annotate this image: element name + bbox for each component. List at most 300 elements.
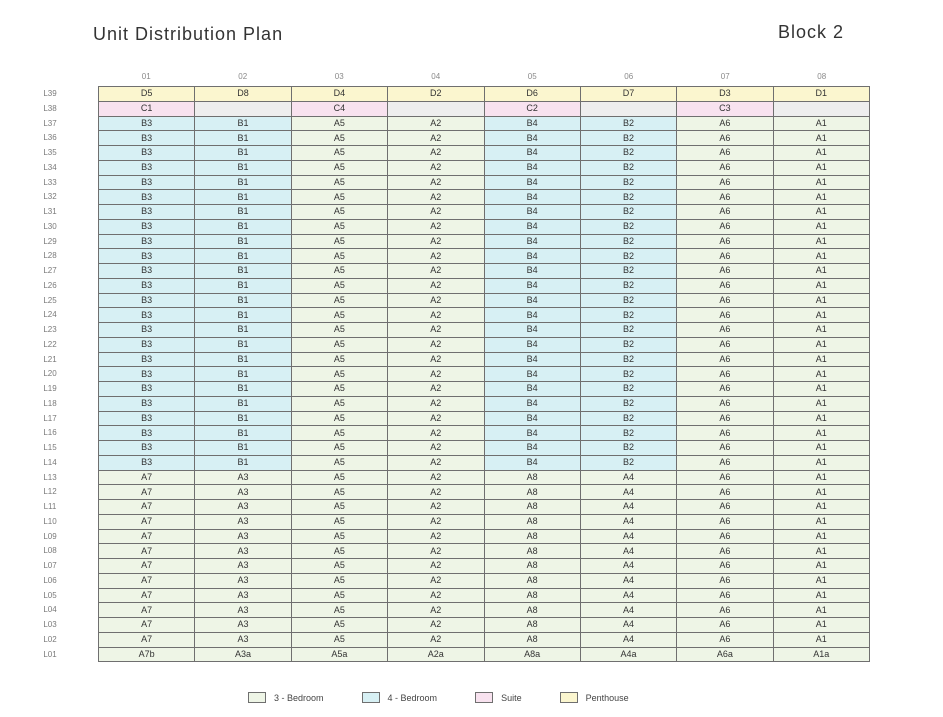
unit-cell: A8 xyxy=(484,588,580,603)
unit-cell: A2 xyxy=(388,618,484,633)
unit-cell: A6 xyxy=(677,618,773,633)
unit-cell: A4a xyxy=(580,647,676,662)
unit-cell: A1 xyxy=(773,264,869,279)
unit-cell: A6 xyxy=(677,219,773,234)
table-row xyxy=(99,559,870,574)
unit-cell: A6 xyxy=(677,514,773,529)
table-row xyxy=(99,87,870,102)
unit-cell: B4 xyxy=(484,337,580,352)
unit-cell: A5 xyxy=(291,618,387,633)
level-label: L06 xyxy=(43,575,57,585)
unit-cell: A6 xyxy=(677,603,773,618)
unit-cell: B1 xyxy=(195,382,291,397)
unit-cell: A1 xyxy=(773,455,869,470)
table-row xyxy=(99,323,870,338)
unit-cell: A2 xyxy=(388,175,484,190)
unit-cell: A5 xyxy=(291,632,387,647)
unit-cell: A4 xyxy=(580,514,676,529)
unit-number-header xyxy=(98,72,870,84)
level-label: L04 xyxy=(43,605,57,615)
unit-cell: B4 xyxy=(484,293,580,308)
unit-cell: B4 xyxy=(484,278,580,293)
unit-cell: A2 xyxy=(388,411,484,426)
unit-cell: A2 xyxy=(388,573,484,588)
unit-cell: A6 xyxy=(677,146,773,161)
table-row xyxy=(99,367,870,382)
unit-cell: A7 xyxy=(99,514,195,529)
unit-number-03: 03 xyxy=(334,72,344,81)
unit-cell: B2 xyxy=(580,411,676,426)
legend-label: 4 - Bedroom xyxy=(387,692,438,703)
table-row xyxy=(99,234,870,249)
unit-cell: A3 xyxy=(195,632,291,647)
unit-cell: A7 xyxy=(99,470,195,485)
unit-cell: A4 xyxy=(580,603,676,618)
unit-cell: A5 xyxy=(291,544,387,559)
unit-cell: B3 xyxy=(99,382,195,397)
level-label: L29 xyxy=(43,236,57,246)
unit-cell: A2 xyxy=(388,529,484,544)
level-label: L07 xyxy=(43,561,57,570)
unit-cell: A3 xyxy=(195,514,291,529)
unit-cell: B3 xyxy=(99,116,195,131)
unit-cell: A8 xyxy=(484,514,580,529)
table-row xyxy=(99,116,870,131)
unit-cell: B2 xyxy=(580,175,676,190)
unit-cell: A8a xyxy=(484,647,580,662)
unit-cell: A6 xyxy=(677,426,773,441)
unit-cell: A5 xyxy=(291,426,387,441)
unit-cell: A2a xyxy=(388,647,484,662)
unit-number-05: 05 xyxy=(527,72,537,81)
unit-cell: B3 xyxy=(99,411,195,426)
unit-cell: A6 xyxy=(677,278,773,293)
unit-cell: A1 xyxy=(773,441,869,456)
unit-cell: A5 xyxy=(291,588,387,603)
unit-cell: B2 xyxy=(580,278,676,293)
unit-cell: A6 xyxy=(677,367,773,382)
level-label: L05 xyxy=(43,590,57,600)
legend-swatch xyxy=(560,692,578,703)
level-label: L14 xyxy=(43,457,57,467)
unit-cell: A6 xyxy=(677,588,773,603)
level-label: L19 xyxy=(43,384,57,393)
unit-cell: A5 xyxy=(291,308,387,323)
unit-cell: A1 xyxy=(773,337,869,352)
level-label: L12 xyxy=(43,487,57,497)
unit-cell: B2 xyxy=(580,190,676,205)
legend-swatch xyxy=(248,692,266,703)
unit-cell: A1 xyxy=(773,293,869,308)
unit-cell: A1 xyxy=(773,514,869,529)
level-label: L01 xyxy=(43,649,57,659)
unit-number-04: 04 xyxy=(431,72,441,81)
unit-cell: A7 xyxy=(99,500,195,515)
page-title: Unit Distribution Plan xyxy=(93,24,284,44)
unit-cell: B1 xyxy=(195,175,291,190)
unit-cell: B2 xyxy=(580,293,676,308)
unit-cell: A4 xyxy=(580,544,676,559)
level-label: L34 xyxy=(43,162,57,172)
unit-cell: A1 xyxy=(773,544,869,559)
level-label: L21 xyxy=(43,354,57,364)
unit-cell: A2 xyxy=(388,146,484,161)
unit-cell: B4 xyxy=(484,264,580,279)
unit-cell: B1 xyxy=(195,131,291,146)
level-label: L38 xyxy=(43,103,57,113)
table-row xyxy=(99,382,870,397)
legend-label: Suite xyxy=(501,692,522,703)
unit-cell: A1 xyxy=(773,603,869,618)
unit-cell: A7 xyxy=(99,529,195,544)
unit-cell: A6 xyxy=(677,411,773,426)
table-row xyxy=(99,337,870,352)
unit-cell: A1 xyxy=(773,367,869,382)
unit-cell: A8 xyxy=(484,603,580,618)
unit-cell: A3 xyxy=(195,470,291,485)
level-label: L15 xyxy=(43,443,57,452)
unit-cell: B3 xyxy=(99,131,195,146)
unit-cell: A3 xyxy=(195,588,291,603)
unit-cell: A5 xyxy=(291,470,387,485)
unit-cell: B2 xyxy=(580,337,676,352)
table-row xyxy=(99,632,870,647)
unit-cell: A1 xyxy=(773,500,869,515)
level-label: L11 xyxy=(43,502,57,511)
unit-cell: D2 xyxy=(388,87,484,102)
unit-cell: B1 xyxy=(195,411,291,426)
unit-cell: A2 xyxy=(388,278,484,293)
table-row xyxy=(99,455,870,470)
unit-cell: A6 xyxy=(677,396,773,411)
legend xyxy=(248,692,768,703)
unit-cell: A5 xyxy=(291,500,387,515)
table-row xyxy=(99,411,870,426)
level-label: L10 xyxy=(43,516,57,526)
unit-cell: B4 xyxy=(484,323,580,338)
unit-cell: B4 xyxy=(484,352,580,367)
unit-cell: B1 xyxy=(195,367,291,382)
unit-cell: B1 xyxy=(195,441,291,456)
level-label: L33 xyxy=(43,177,57,187)
unit-cell: B3 xyxy=(99,455,195,470)
table-row xyxy=(99,441,870,456)
unit-cell: A7 xyxy=(99,588,195,603)
unit-cell: A1 xyxy=(773,323,869,338)
unit-cell: A5 xyxy=(291,146,387,161)
unit-cell: A2 xyxy=(388,632,484,647)
unit-cell: A5 xyxy=(291,278,387,293)
unit-cell: A2 xyxy=(388,249,484,264)
unit-cell: B2 xyxy=(580,219,676,234)
table-row xyxy=(99,573,870,588)
level-label: L03 xyxy=(43,620,57,629)
table-row xyxy=(99,264,870,279)
unit-cell: A4 xyxy=(580,500,676,515)
unit-cell: D5 xyxy=(99,87,195,102)
unit-cell: B4 xyxy=(484,146,580,161)
table-row xyxy=(99,603,870,618)
unit-cell: A6 xyxy=(677,131,773,146)
unit-cell: A4 xyxy=(580,485,676,500)
unit-cell: A1 xyxy=(773,396,869,411)
unit-cell: B4 xyxy=(484,382,580,397)
unit-cell: A1 xyxy=(773,219,869,234)
legend-item xyxy=(475,692,522,703)
unit-cell: A2 xyxy=(388,485,484,500)
unit-cell: A6 xyxy=(677,234,773,249)
unit-cell: A5 xyxy=(291,293,387,308)
unit-cell: A3 xyxy=(195,559,291,574)
legend-item xyxy=(560,692,629,703)
unit-cell: B4 xyxy=(484,116,580,131)
unit-cell: A2 xyxy=(388,323,484,338)
unit-cell: A7 xyxy=(99,573,195,588)
level-label: L09 xyxy=(43,531,57,541)
unit-cell: A4 xyxy=(580,573,676,588)
unit-cell: B4 xyxy=(484,131,580,146)
unit-cell: A5 xyxy=(291,455,387,470)
unit-cell: A1 xyxy=(773,308,869,323)
unit-cell: B1 xyxy=(195,278,291,293)
unit-cell: D1 xyxy=(773,87,869,102)
unit-cell: B4 xyxy=(484,219,580,234)
level-label: L08 xyxy=(43,546,57,556)
unit-cell: B3 xyxy=(99,205,195,220)
unit-cell: A1 xyxy=(773,234,869,249)
unit-cell: A8 xyxy=(484,559,580,574)
unit-cell: A1 xyxy=(773,588,869,603)
unit-cell: A7b xyxy=(99,647,195,662)
unit-cell: A6 xyxy=(677,264,773,279)
level-label-column xyxy=(30,87,70,662)
unit-cell: B3 xyxy=(99,190,195,205)
table-row xyxy=(99,278,870,293)
unit-cell: A4 xyxy=(580,529,676,544)
unit-cell: B4 xyxy=(484,396,580,411)
unit-distribution-table xyxy=(98,86,870,662)
unit-cell: A6 xyxy=(677,485,773,500)
level-label: L31 xyxy=(43,207,57,216)
unit-cell: A5a xyxy=(291,647,387,662)
unit-cell: B4 xyxy=(484,249,580,264)
table-row xyxy=(99,101,870,116)
unit-cell: A5 xyxy=(291,264,387,279)
level-label: L23 xyxy=(43,325,57,334)
unit-cell: B2 xyxy=(580,205,676,220)
unit-cell xyxy=(388,101,484,116)
table-row xyxy=(99,618,870,633)
unit-cell: A1 xyxy=(773,175,869,190)
unit-cell: A8 xyxy=(484,500,580,515)
unit-cell: A3 xyxy=(195,573,291,588)
unit-cell: A5 xyxy=(291,411,387,426)
unit-number-01: 01 xyxy=(141,72,151,81)
unit-cell: B1 xyxy=(195,308,291,323)
level-label: L35 xyxy=(43,148,57,157)
unit-cell: A1 xyxy=(773,278,869,293)
unit-cell: A8 xyxy=(484,529,580,544)
unit-cell: B1 xyxy=(195,426,291,441)
unit-cell: A8 xyxy=(484,470,580,485)
table-row xyxy=(99,175,870,190)
unit-cell: B1 xyxy=(195,160,291,175)
unit-cell: A6 xyxy=(677,293,773,308)
table-row xyxy=(99,190,870,205)
unit-cell: A1 xyxy=(773,146,869,161)
unit-cell: A6 xyxy=(677,632,773,647)
unit-cell: A2 xyxy=(388,559,484,574)
unit-cell: A5 xyxy=(291,249,387,264)
unit-cell: A6 xyxy=(677,455,773,470)
unit-cell: A1 xyxy=(773,426,869,441)
unit-cell: D7 xyxy=(580,87,676,102)
unit-cell: A6 xyxy=(677,573,773,588)
level-label: L32 xyxy=(43,192,57,202)
unit-cell: A6 xyxy=(677,116,773,131)
table-row xyxy=(99,529,870,544)
legend-swatch xyxy=(362,692,380,703)
unit-cell: B3 xyxy=(99,293,195,308)
legend-item xyxy=(362,692,438,703)
level-label: L02 xyxy=(43,634,57,644)
unit-cell: A1 xyxy=(773,470,869,485)
unit-cell: A5 xyxy=(291,396,387,411)
level-label: L20 xyxy=(43,369,57,379)
unit-cell: A5 xyxy=(291,190,387,205)
unit-cell: C1 xyxy=(99,101,195,116)
unit-cell: A5 xyxy=(291,205,387,220)
unit-cell: D3 xyxy=(677,87,773,102)
unit-cell: A5 xyxy=(291,352,387,367)
level-label: L36 xyxy=(43,133,57,143)
unit-cell: B2 xyxy=(580,234,676,249)
unit-cell: B1 xyxy=(195,455,291,470)
unit-cell: B3 xyxy=(99,323,195,338)
unit-cell: A2 xyxy=(388,382,484,397)
unit-cell: A1 xyxy=(773,573,869,588)
unit-cell: A3 xyxy=(195,529,291,544)
unit-cell: B1 xyxy=(195,396,291,411)
unit-cell: B3 xyxy=(99,234,195,249)
legend-label: Penthouse xyxy=(585,692,629,703)
unit-cell: B1 xyxy=(195,337,291,352)
unit-cell: B4 xyxy=(484,234,580,249)
unit-number-02: 02 xyxy=(238,72,248,81)
unit-cell: A5 xyxy=(291,175,387,190)
unit-cell: B1 xyxy=(195,205,291,220)
unit-cell: A1 xyxy=(773,160,869,175)
unit-cell: A5 xyxy=(291,485,387,500)
table-row xyxy=(99,249,870,264)
unit-cell: A2 xyxy=(388,367,484,382)
table-row xyxy=(99,293,870,308)
unit-cell: B2 xyxy=(580,323,676,338)
unit-cell: A2 xyxy=(388,190,484,205)
unit-cell: A5 xyxy=(291,441,387,456)
unit-cell: A2 xyxy=(388,337,484,352)
unit-cell: A2 xyxy=(388,205,484,220)
unit-cell: B3 xyxy=(99,367,195,382)
legend-label: 3 - Bedroom xyxy=(274,692,324,703)
unit-cell: B3 xyxy=(99,146,195,161)
unit-cell: B2 xyxy=(580,367,676,382)
unit-cell: B1 xyxy=(195,352,291,367)
table-row xyxy=(99,426,870,441)
unit-cell: B1 xyxy=(195,219,291,234)
unit-cell: A1 xyxy=(773,249,869,264)
legend-swatch xyxy=(475,692,493,703)
unit-cell: B3 xyxy=(99,441,195,456)
unit-cell: A7 xyxy=(99,603,195,618)
unit-cell: A6 xyxy=(677,441,773,456)
table-row xyxy=(99,647,870,662)
unit-cell: A6 xyxy=(677,337,773,352)
unit-cell: A1 xyxy=(773,559,869,574)
unit-cell: A2 xyxy=(388,514,484,529)
unit-cell: A4 xyxy=(580,618,676,633)
level-label: L17 xyxy=(43,413,57,423)
table-row xyxy=(99,160,870,175)
unit-cell: B1 xyxy=(195,323,291,338)
unit-number-07: 07 xyxy=(720,72,730,81)
level-label: L22 xyxy=(43,339,57,349)
unit-cell: A3 xyxy=(195,544,291,559)
level-label: L39 xyxy=(43,89,57,98)
unit-cell: A2 xyxy=(388,131,484,146)
unit-cell: B3 xyxy=(99,352,195,367)
unit-cell: A8 xyxy=(484,618,580,633)
unit-cell: B2 xyxy=(580,441,676,456)
unit-cell: A8 xyxy=(484,632,580,647)
unit-cell: B2 xyxy=(580,249,676,264)
level-label: L13 xyxy=(43,472,57,482)
unit-cell: D8 xyxy=(195,87,291,102)
table-row xyxy=(99,544,870,559)
unit-cell: C2 xyxy=(484,101,580,116)
unit-cell: A2 xyxy=(388,396,484,411)
unit-cell: A1 xyxy=(773,131,869,146)
unit-cell: A1 xyxy=(773,382,869,397)
unit-cell: A1 xyxy=(773,411,869,426)
unit-cell: B2 xyxy=(580,455,676,470)
table-row xyxy=(99,396,870,411)
unit-cell: B4 xyxy=(484,175,580,190)
unit-cell: A2 xyxy=(388,352,484,367)
unit-cell: B3 xyxy=(99,160,195,175)
unit-cell: A5 xyxy=(291,160,387,175)
unit-cell: B4 xyxy=(484,411,580,426)
unit-cell: B2 xyxy=(580,426,676,441)
unit-cell: B3 xyxy=(99,175,195,190)
unit-cell: B1 xyxy=(195,190,291,205)
unit-cell: A2 xyxy=(388,426,484,441)
unit-cell: A4 xyxy=(580,588,676,603)
unit-cell: A2 xyxy=(388,544,484,559)
table-row xyxy=(99,219,870,234)
unit-cell: B3 xyxy=(99,308,195,323)
unit-cell: A1 xyxy=(773,632,869,647)
unit-cell: A6a xyxy=(677,647,773,662)
unit-cell: A5 xyxy=(291,603,387,618)
unit-cell: B3 xyxy=(99,426,195,441)
table-row xyxy=(99,131,870,146)
legend-item xyxy=(248,692,324,703)
unit-cell: A1 xyxy=(773,205,869,220)
table-row xyxy=(99,146,870,161)
unit-cell: B3 xyxy=(99,396,195,411)
unit-cell: B1 xyxy=(195,116,291,131)
